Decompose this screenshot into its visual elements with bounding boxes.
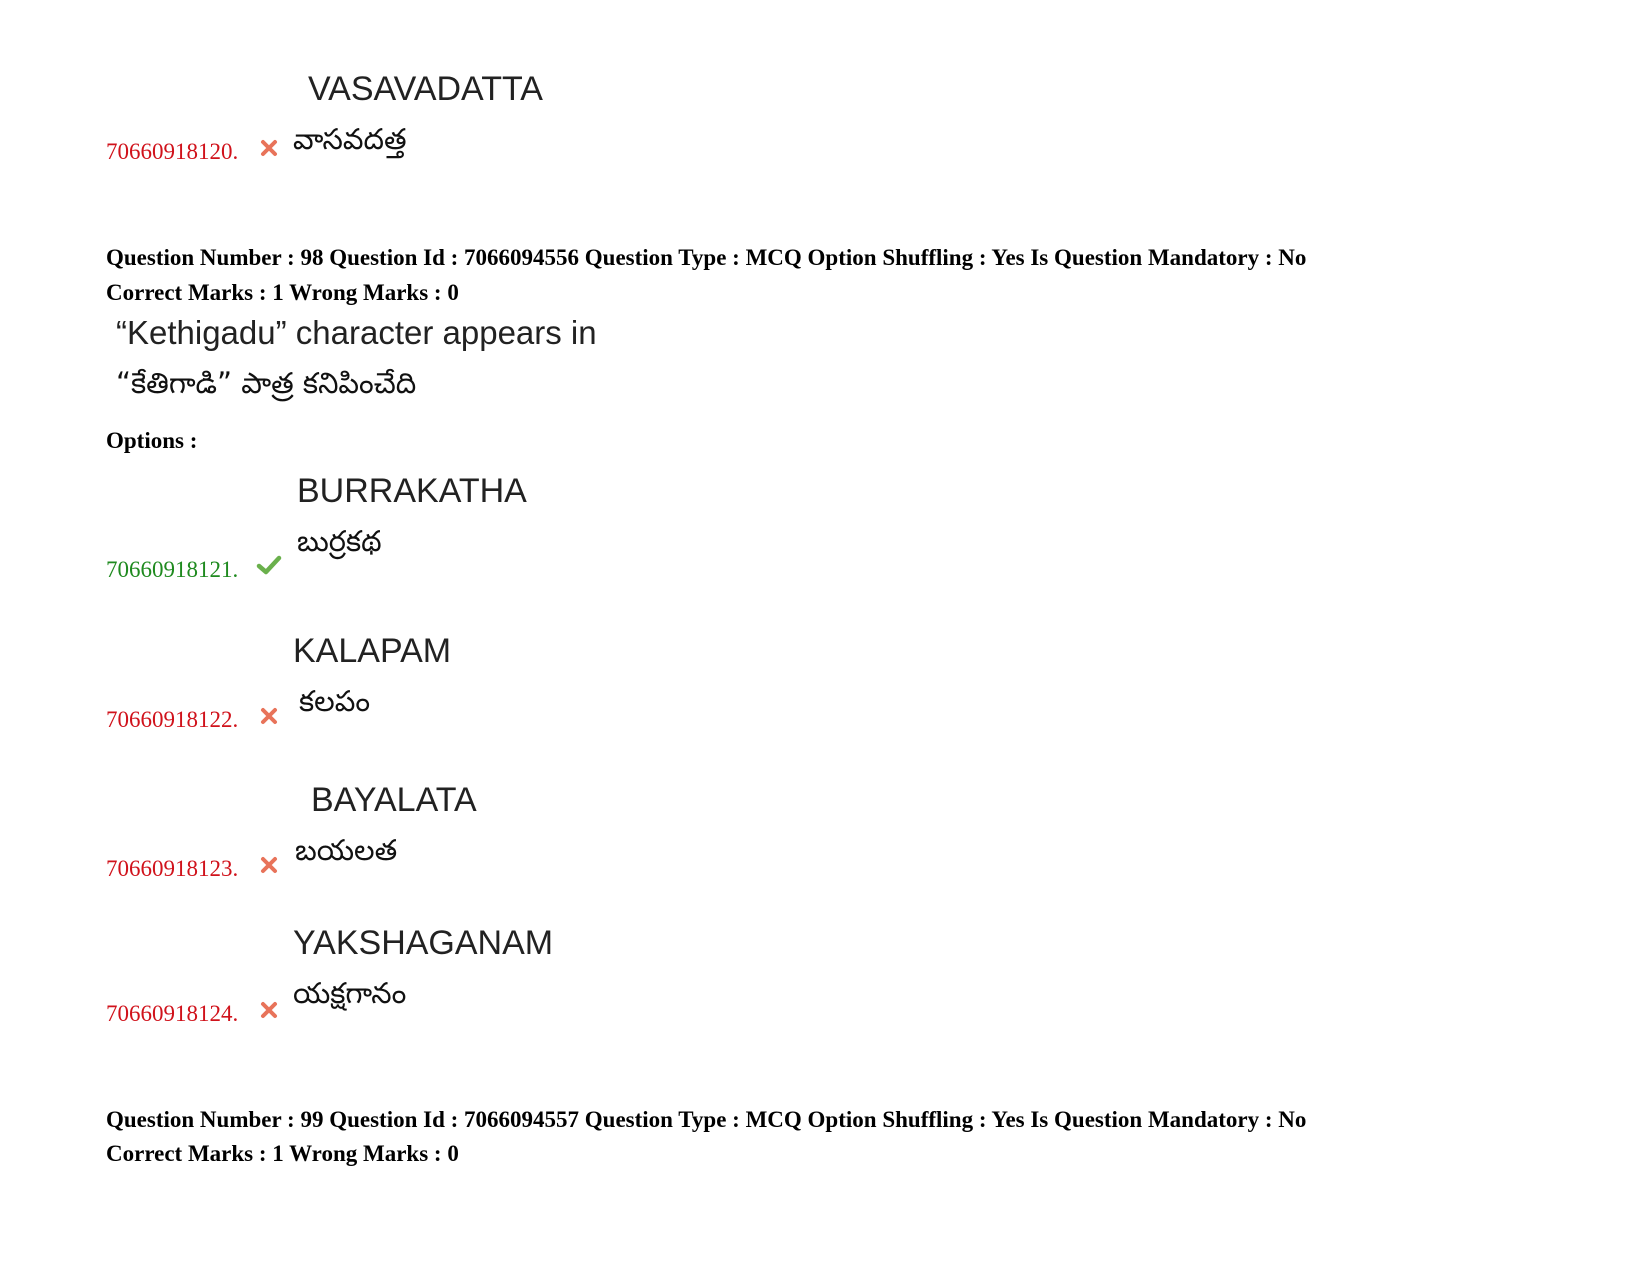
option-image-text-en: VASAVADATTA: [308, 70, 543, 108]
question-image-text-en: “Kethigadu” character appears in: [116, 314, 597, 351]
option-image-text-te: యక్షగానం: [293, 976, 407, 1010]
option-number: 70660918122.: [106, 707, 239, 732]
option-image-text-te: కలపం: [299, 684, 371, 718]
option-image-text-en: KALAPAM: [293, 632, 452, 670]
option-number: 70660918124.: [106, 1001, 239, 1026]
check-icon: [256, 554, 282, 576]
options-label: Options :: [106, 428, 198, 453]
option-number: 70660918120.: [106, 139, 239, 164]
cross-icon: [258, 705, 280, 727]
cross-icon: [258, 854, 280, 876]
question-meta-line2: Correct Marks : 1 Wrong Marks : 0: [106, 1141, 459, 1166]
option-image-text-te: బయలత: [295, 833, 398, 867]
option-image-text-en: BURRAKATHA: [297, 472, 527, 510]
cross-icon: [258, 137, 280, 159]
question-meta-line2: Correct Marks : 1 Wrong Marks : 0: [106, 280, 459, 305]
question-meta-line1: Question Number : 98 Question Id : 7066094556 Question Type : MCQ Option Shuffling : Yes Is Question Mandatory : No: [106, 245, 1307, 270]
option-number: 70660918123.: [106, 856, 239, 881]
option-image-text-en: YAKSHAGANAM: [293, 924, 554, 962]
option-image-text-te: వాసవదత్త: [293, 122, 407, 156]
question-image-text-te: “కేతిగాడి” పాత్ర కనిపించేది: [116, 366, 417, 400]
cross-icon: [258, 999, 280, 1021]
option-number: 70660918121.: [106, 557, 239, 582]
question-meta-line1: Question Number : 99 Question Id : 7066094557 Question Type : MCQ Option Shuffling : Yes Is Question Mandatory : No: [106, 1107, 1307, 1132]
option-image-text-te: బుర్రకథ: [297, 524, 382, 558]
option-image-text-en: BAYALATA: [311, 781, 477, 819]
